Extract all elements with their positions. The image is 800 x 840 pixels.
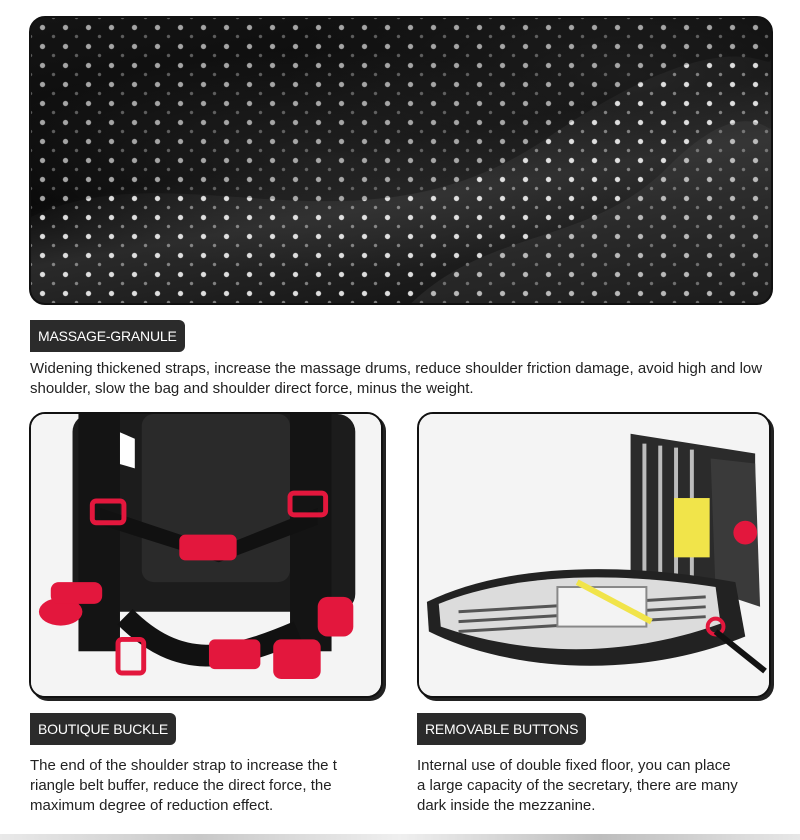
removable-buttons-description bbox=[417, 756, 777, 816]
boutique-buckle-label: BOUTIQUE BUCKLE bbox=[30, 713, 176, 745]
boutique-buckle-description-line: riangle belt buffer, reduce the direct force, the bbox=[30, 777, 332, 794]
removable-buttons-description-line: a large capacity of the secretary, there are many bbox=[417, 777, 738, 794]
bottom-divider bbox=[0, 834, 800, 840]
boutique-buckle-description-line: The end of the shoulder strap to increase the t bbox=[30, 757, 337, 774]
removable-buttons-description-line: dark inside the mezzanine. bbox=[417, 797, 596, 814]
removable-buttons-label: REMOVABLE BUTTONS bbox=[417, 713, 586, 745]
boutique-buckle-description bbox=[30, 756, 390, 816]
massage-granule-label: MASSAGE-GRANULE bbox=[30, 320, 185, 352]
removable-buttons-image bbox=[417, 412, 771, 698]
boutique-buckle-image bbox=[29, 412, 383, 698]
massage-granule-description: Widening thickened straps, increase the massage drums, reduce shoulder friction damage, avoid high and low shoulder, slow the bag and shoulder direct force, minus the weight. bbox=[30, 360, 763, 397]
removable-buttons-description-line: Internal use of double fixed floor, you can place bbox=[417, 757, 731, 774]
fabric-folds bbox=[31, 18, 771, 305]
backpack-interior-illustration bbox=[419, 414, 769, 697]
massage-granule-image bbox=[29, 16, 773, 305]
backpack-straps-illustration bbox=[31, 414, 381, 697]
boutique-buckle-description-line: maximum degree of reduction effect. bbox=[30, 797, 274, 814]
